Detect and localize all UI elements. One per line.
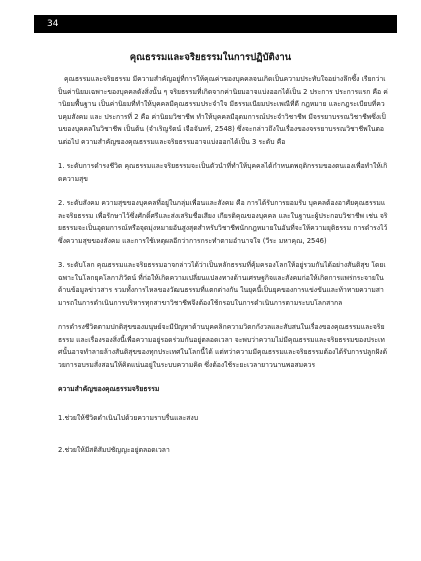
document-body bbox=[58, 73, 388, 477]
level-1-paragraph: 1. ระดับการดำรงชีวิต คุณธรรมและจริยธรรมจะเป็นตัวนำที่ทำให้บุคคลได้กำหนดพฤติกรรมของตนเองเพื่อทำให้เกิดความสุข bbox=[58, 162, 388, 183]
list-item: 2.ช่วยให้มีสติสัมปชัญญะอยู่ตลอดเวลา bbox=[58, 446, 170, 454]
closing-paragraph: การดำรงชีวิตตามปกติสุขของมนุษย์จะมีปัญหาด้านบุคคลิกความวิตกกังวลและสับสนในเรื่องของคุณธรรมและจริยธรรม และเรื่องรองสิ่งนี้เพื่อความอยู่รอดร่วมกันอยู่ตลอดเวลา จะพบว่าความไม่มีคุณธรรมและจริยธรรมของประเทศนั้นอาจทำลายล้างสันติสุขของทุกประเทศในโลกนี้ได้ แต่ทว่าความมีคุณธรรมและจริยธรรมต้องได้รับการปลูกฝังด้วยการอบรมสั่งสอนให้คิดแน่นอยู่ในระบบความคิด ซึ่งต้องใช้ระยะเวลายาวนานพอสมควร bbox=[58, 323, 388, 369]
list-item: 1.ช่วยให้ชีวิตดำเนินไปด้วยความราบรื่นและสงบ bbox=[58, 413, 199, 422]
page-number-bar bbox=[34, 15, 397, 33]
document-title: คุณธรรมและจริยธรรมในการปฏิบัติงาน bbox=[129, 52, 292, 63]
level-3-paragraph: 3. ระดับโลก คุณธรรมและจริยธรรมอาจกล่าวได้ว่าเป็นหลักธรรมที่คุ้มครองโลกให้อยู่รวมกันได้อย่างสันติสุข โดยเฉพาะในโลกยุคโลกาภิวัตน์ ที่ก่อให้เกิดความเปลี่ยนแปลงทางด้านเศรษฐกิจและสังคมก่อให้เกิดการแพร่กระจายในด้านข้อมูลข่าวสาร รวมทั้งการไหลของวัฒนธรรมที่แตกต่างกัน ในยุคนี้เป็นยุคของการแข่งขันและท้าทายความสามารถในการดำเนินการบริหารทุกสาขาวิชาชีพจึงต้องใช้กรอบในการดำเนินการตามระบบโลกสากล bbox=[58, 261, 386, 307]
intro-paragraph: คุณธรรมและจริยธรรม มีความสำคัญอยู่ที่การให้คุณค่าของบุคคลจนเกิดเป็นความประทับใจอย่างลึกซึ้ง เรียกว่าเป็นค่านิยมเฉพาะของบุคคลดังสิ่งนั้น ๆ จริยธรรมที่เกิดจากค่านิยมอาจแบ่งออกได้เป็น 2 ประการ ประการแรก คือ ค่านิยมพื้นฐาน เป็นค่านิยมที่ทำให้บุคคลมีคุณธรรมประจำใจ มีธรรมเนียมประเพณีที่ดี กฎหมาย และกฎระเบียบที่ควบคุมสังคม และ ประการที่ 2 คือ ค่านิยมวิชาชีพ ทำให้บุคคลมีอุดมการณ์ประจำวิชาชีพ มีจรรยาบรรณวิชาชีพซึ่งเป็นของบุคคลในวิชาชีพ เป็นต้น (จำเริญรัตน์ เจือจันทร์, 2548) ซึ่งจะกล่าวถึงในเรื่องของจรรยาบรรณวิชาชีพในตอนต่อไป ความสำคัญของคุณธรรมและจริยธรรมอาจแบ่งออกได้เป็น 3 ระดับ คือ bbox=[58, 75, 388, 146]
level-2-paragraph: 2. ระดับสังคม ความสุขของบุคคลที่อยู่ในกลุ่มเพื่อนและสังคม คือ การได้รับการยอมรับ บุคคลต้องอาศัยคุณธรรมและจริยธรรม เพื่อรักษาไว้ซึ่งศักดิ์ศรีและส่งเสริมชื่อเสียง เกียรติคุณของบุคคล และในฐานะผู้ประกอบวิชาชีพ เช่น จริยธรรมจะเป็นอุดมการณ์หรือจุดมุ่งหมายอันสูงสุดสำหรับวิชาชีพนักกฎหมายในอันที่จะให้ความยุติธรรม การดำรงไว้ซึ่งความสุขของสังคม และการใช้เหตุผลอีกว่าการกระทำตามอำนาจใจ (วีระ มหาคุณ, 2546) bbox=[58, 199, 388, 245]
page-number: 34 bbox=[47, 19, 59, 29]
section-subheading: ความสำคัญของคุณธรรมจริยธรรม bbox=[58, 385, 160, 393]
